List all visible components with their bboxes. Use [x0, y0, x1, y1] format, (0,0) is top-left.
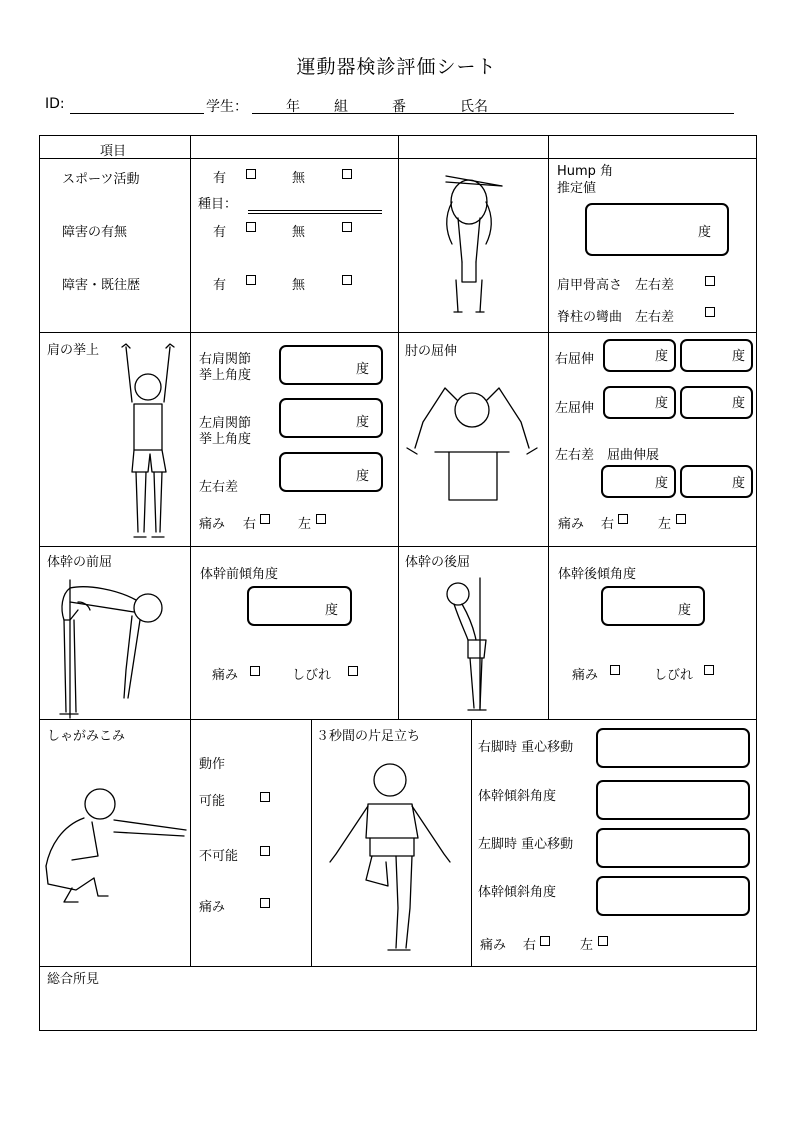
history-yes-checkbox[interactable] — [246, 275, 256, 285]
stand-pain-left-checkbox[interactable] — [598, 936, 608, 946]
right-leg-shift-field[interactable] — [596, 728, 750, 768]
history-no-checkbox[interactable] — [342, 275, 352, 285]
elbow-pain-right-label: 右 — [601, 517, 615, 532]
forward-bend-title: 体幹の前屈 — [47, 555, 113, 570]
class-label: 組 — [334, 99, 348, 115]
right-flex-field-2[interactable]: 度 — [680, 339, 753, 372]
squat-pain-checkbox[interactable] — [260, 898, 270, 908]
left-shoulder-label-1: 左肩関節 — [199, 416, 252, 431]
right-tilt-label: 体幹傾斜角度 — [478, 789, 557, 804]
summary-field[interactable] — [40, 985, 756, 1030]
left-tilt-label: 体幹傾斜角度 — [478, 885, 557, 900]
forward-angle-label: 体幹前傾角度 — [200, 567, 279, 582]
backward-pain-label: 痛み — [572, 668, 599, 683]
student-label: 学生： — [206, 99, 248, 115]
sports-yes-checkbox[interactable] — [246, 169, 256, 179]
stand-pain-right-label: 右 — [523, 938, 537, 953]
left-flex-field-2[interactable]: 度 — [680, 386, 753, 419]
disorder-yes-checkbox[interactable] — [246, 222, 256, 232]
elbow-pain-right-checkbox[interactable] — [618, 514, 628, 524]
right-flex-label: 右屈伸 — [555, 352, 595, 367]
possible-label: 可能 — [199, 794, 226, 809]
left-flex-field-1[interactable]: 度 — [603, 386, 676, 419]
elbow-pain-left-checkbox[interactable] — [676, 514, 686, 524]
left-leg-shift-field[interactable] — [596, 828, 750, 868]
left-flex-label: 左屈伸 — [555, 401, 595, 416]
squat-pain-label: 痛み — [199, 900, 226, 915]
elbow-pain-label: 痛み — [558, 517, 585, 532]
id-field[interactable] — [70, 113, 204, 114]
spine-label: 脊柱の彎曲 左右差 — [557, 310, 675, 325]
estimate-label: 推定値 — [557, 181, 597, 196]
forward-bend-illustration — [48, 580, 178, 718]
elbow-title: 肘の屈伸 — [405, 344, 458, 359]
elbow-pain-left-label: 左 — [658, 517, 672, 532]
right-shoulder-label-1: 右肩関節 — [199, 352, 252, 367]
spine-checkbox[interactable] — [705, 307, 715, 317]
elbow-flex-illustration — [405, 382, 540, 504]
backward-pain-checkbox[interactable] — [610, 665, 620, 675]
scapula-label: 肩甲骨高さ 左右差 — [557, 278, 675, 293]
forward-numb-checkbox[interactable] — [348, 666, 358, 676]
shoulder-pain-right-checkbox[interactable] — [260, 514, 270, 524]
forward-pain-label: 痛み — [212, 668, 239, 683]
flex-diff-field-1[interactable]: 度 — [601, 465, 676, 498]
one-leg-stand-illustration — [326, 758, 456, 956]
forward-bend-back-view-illustration — [432, 172, 512, 322]
right-shoulder-label-2: 挙上角度 — [199, 368, 252, 383]
number-label: 番 — [392, 99, 406, 115]
disorder-no-checkbox[interactable] — [342, 222, 352, 232]
forward-angle-field[interactable]: 度 — [247, 586, 352, 626]
right-flex-field-1[interactable]: 度 — [603, 339, 676, 372]
left-tilt-field[interactable] — [596, 876, 750, 916]
page-title: 運動器検診評価シート — [296, 56, 497, 78]
impossible-label: 不可能 — [199, 849, 239, 864]
disorder-yes-label: 有 — [213, 225, 227, 240]
hump-label: Hump 角 — [557, 164, 614, 179]
summary-label: 総合所見 — [47, 972, 100, 987]
back-bend-title: 体幹の後屈 — [405, 555, 471, 570]
shoulder-diff-field[interactable]: 度 — [279, 452, 383, 492]
stand-pain-left-label: 左 — [580, 938, 594, 953]
event-label: 種目： — [198, 197, 238, 212]
shoulder-title: 肩の挙上 — [47, 343, 100, 358]
right-tilt-field[interactable] — [596, 780, 750, 820]
one-leg-title: ３秒間の片足立ち — [316, 729, 421, 744]
flex-diff-label: 左右差 屈曲伸展 — [555, 448, 660, 463]
hump-angle-field[interactable] — [585, 203, 729, 256]
shoulder-pain-left-checkbox[interactable] — [316, 514, 326, 524]
shoulder-raise-illustration — [118, 342, 178, 542]
event-field[interactable] — [248, 210, 382, 211]
year-label: 年 — [286, 99, 300, 115]
sports-no-label: 無 — [292, 171, 306, 186]
motion-label: 動作 — [199, 757, 226, 772]
history-label: 障害・既往歴 — [62, 278, 141, 293]
right-shoulder-angle-field[interactable]: 度 — [279, 345, 383, 385]
forward-pain-checkbox[interactable] — [250, 666, 260, 676]
impossible-checkbox[interactable] — [260, 846, 270, 856]
sports-label: スポーツ活動 — [62, 172, 140, 187]
forward-numb-label: しびれ — [292, 668, 332, 683]
sports-yes-label: 有 — [213, 171, 227, 186]
scapula-checkbox[interactable] — [705, 276, 715, 286]
squat-illustration — [42, 786, 188, 908]
unit-degree: 度 — [697, 225, 711, 240]
disorder-no-label: 無 — [292, 225, 306, 240]
student-field[interactable] — [252, 113, 734, 114]
backward-angle-label: 体幹後傾角度 — [558, 567, 637, 582]
left-leg-label: 左脚時 重心移動 — [478, 837, 574, 852]
history-yes-label: 有 — [213, 278, 227, 293]
backward-numb-checkbox[interactable] — [704, 665, 714, 675]
backward-angle-field[interactable]: 度 — [601, 586, 705, 626]
possible-checkbox[interactable] — [260, 792, 270, 802]
right-leg-label: 右脚時 重心移動 — [478, 740, 574, 755]
disorder-label: 障害の有無 — [62, 225, 128, 240]
shoulder-pain-label: 痛み — [199, 517, 226, 532]
left-shoulder-angle-field[interactable]: 度 — [279, 398, 383, 438]
backward-numb-label: しびれ — [654, 668, 694, 683]
stand-pain-label: 痛み — [480, 938, 507, 953]
header-item: 項目 — [100, 144, 127, 159]
flex-diff-field-2[interactable]: 度 — [680, 465, 753, 498]
shoulder-diff-label: 左右差 — [199, 480, 239, 495]
id-label: ID: — [45, 96, 65, 112]
back-bend-illustration — [440, 578, 500, 718]
shoulder-pain-left-label: 左 — [298, 517, 312, 532]
left-shoulder-label-2: 挙上角度 — [199, 432, 252, 447]
name-label: 氏名 — [460, 99, 488, 115]
history-no-label: 無 — [292, 278, 306, 293]
sports-no-checkbox[interactable] — [342, 169, 352, 179]
squat-title: しゃがみこみ — [47, 729, 126, 744]
stand-pain-right-checkbox[interactable] — [540, 936, 550, 946]
shoulder-pain-right-label: 右 — [243, 517, 257, 532]
